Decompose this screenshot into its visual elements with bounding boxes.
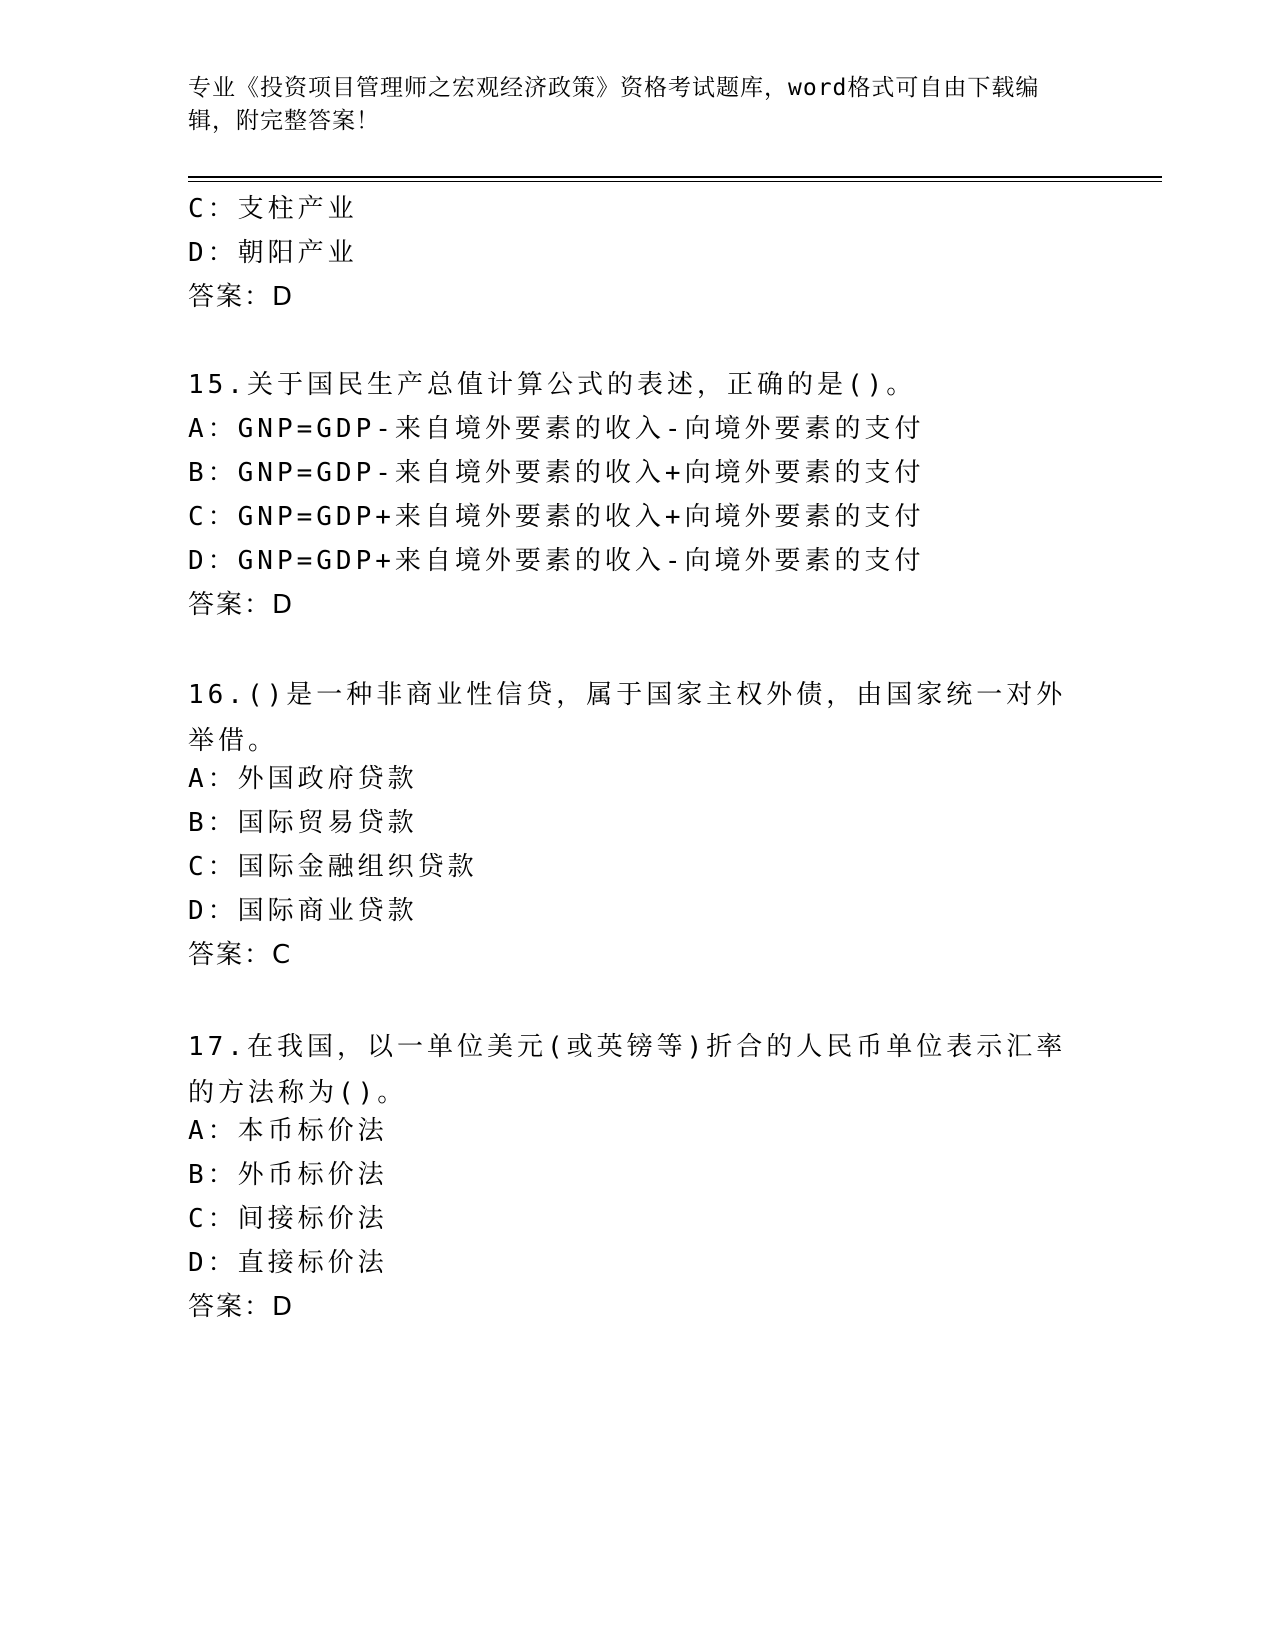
q15-option-c: C：GNP=GDP+来自境外要素的收入+向境外要素的支付 [188,502,925,532]
q15-question: 15.关于国民生产总值计算公式的表述，正确的是()。 [188,370,917,400]
q15-option-b: B：GNP=GDP-来自境外要素的收入+向境外要素的支付 [188,458,925,488]
q15-answer: 答案：D [188,590,295,620]
q16-answer: 答案：C [188,940,293,970]
q17-question: 17.在我国，以一单位美元(或英镑等)折合的人民币单位表示汇率的方法称为()。 [188,1032,1067,1108]
q16-option-a: A：外国政府贷款 [188,764,418,794]
header-divider-thin [188,181,1162,182]
q14-option-c: C：支柱产业 [188,194,358,224]
q15-option-a: A：GNP=GDP-来自境外要素的收入-向境外要素的支付 [188,414,925,444]
q16-option-c: C：国际金融组织贷款 [188,852,478,882]
q16-question: 16.()是一种非商业性信贷，属于国家主权外债，由国家统一对外举借。 [188,680,1067,756]
q14-option-d: D：朝阳产业 [188,238,358,268]
header-divider-thick [188,176,1162,178]
q17-option-c: C：间接标价法 [188,1204,388,1234]
q16-option-d: D：国际商业贷款 [188,896,418,926]
q17-option-b: B：外币标价法 [188,1160,388,1190]
q17-answer: 答案：D [188,1292,295,1322]
q16-option-b: B：国际贸易贷款 [188,808,418,838]
q17-option-d: D：直接标价法 [188,1248,388,1278]
q14-answer: 答案：D [188,282,295,312]
q17-option-a: A：本币标价法 [188,1116,388,1146]
q15-option-d: D：GNP=GDP+来自境外要素的收入-向境外要素的支付 [188,546,925,576]
document-header: 专业《投资项目管理师之宏观经济政策》资格考试题库，word格式可自由下载编辑，附完整答案！ [188,75,1040,134]
